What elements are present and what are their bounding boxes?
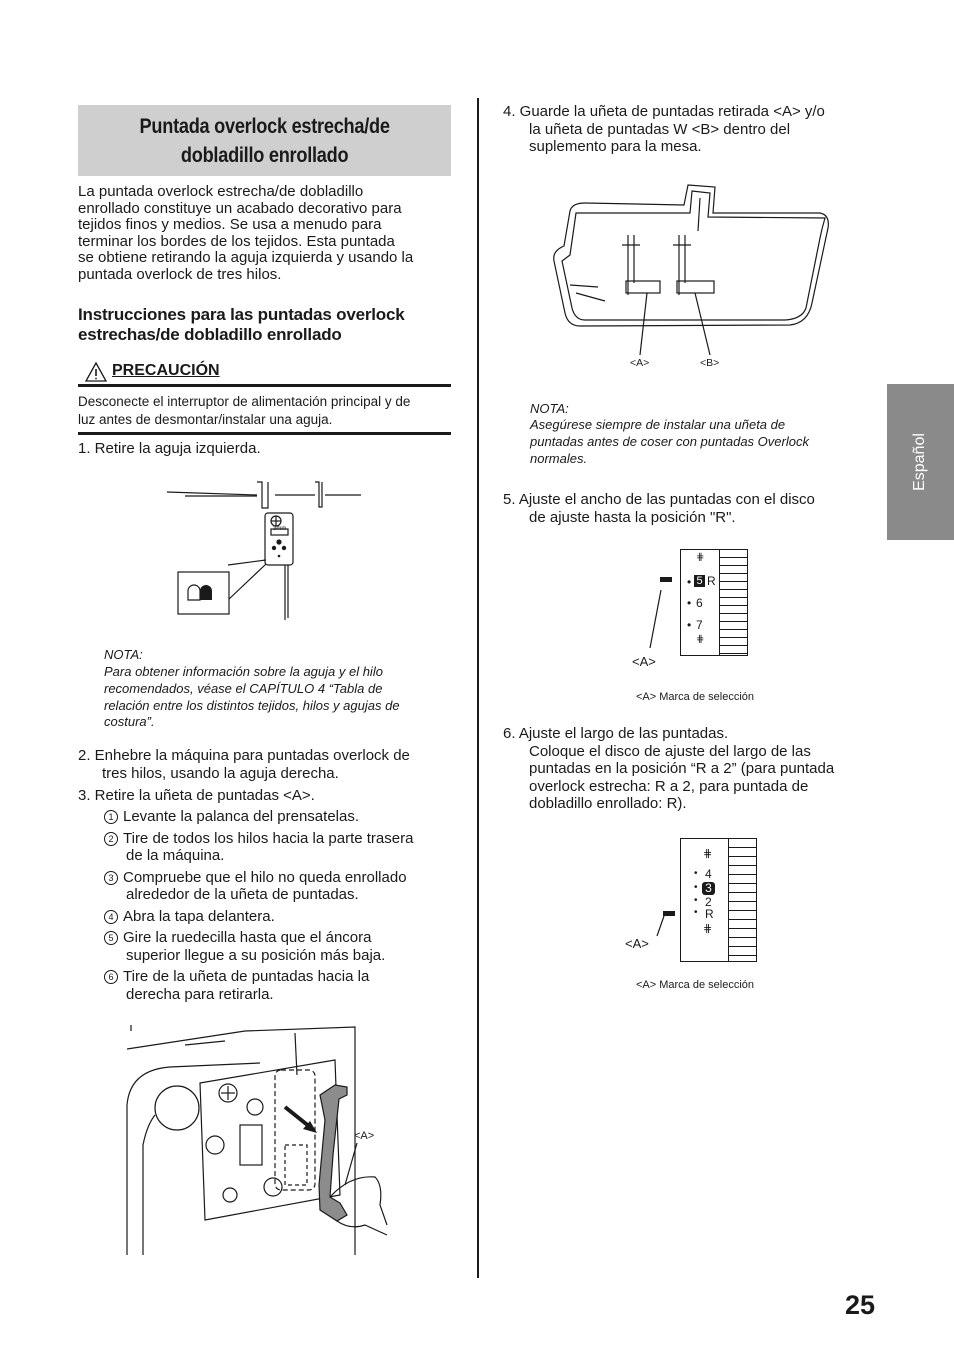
note-text (530, 417, 870, 467)
dial-ridges (720, 550, 747, 655)
dial-dot: • (687, 596, 692, 610)
dial-ridges (729, 839, 756, 961)
intro-paragraph (78, 184, 458, 283)
step-line: 5. Ajuste el ancho de las puntadas con el disco (503, 491, 815, 508)
dial-dot: • (694, 882, 698, 893)
title-line-2: dobladillo enrollado (180, 143, 349, 167)
step-line: 6. Ajuste el largo de las puntadas. (503, 725, 729, 742)
note-line: Asegúrese siempre de instalar una uñeta de (530, 417, 786, 432)
step-5 (503, 491, 883, 526)
substep-text: Gire la ruedecilla hasta que el áncora (123, 929, 372, 946)
caution-line: luz antes de desmontar/instalar una aguja. (78, 412, 333, 427)
substep-text: Compruebe que el hilo no queda enrollado (123, 868, 407, 886)
dial-number-4: 4 (705, 867, 712, 881)
dial-dot: • (687, 575, 692, 589)
step-line: de ajuste hasta la posición "R". (529, 508, 736, 526)
selection-label-a: <A> (625, 936, 649, 951)
dial-dot: • (687, 618, 692, 632)
note-line: normales. (530, 450, 588, 466)
caption-selection-mark: <A> Marca de selección (636, 979, 755, 991)
looper-storage-illustration (550, 183, 835, 333)
figure-label-a: <A> (630, 357, 650, 369)
step-line: 4. Guarde la uñeta de puntadas retirada <A> y/o (503, 103, 825, 120)
dial-dot: • (694, 895, 698, 906)
note-text (104, 664, 464, 731)
long-stitch-icon: ⋕ (703, 848, 713, 860)
substep-text: alrededor de la uñeta de puntadas. (126, 886, 359, 903)
short-stitch-icon: ⋕ (703, 923, 713, 935)
heading-line: estrechas/de dobladillo enrollado (78, 324, 342, 344)
dial-number-5: 5 (694, 575, 705, 587)
step-line: dobladillo enrollado: R). (529, 795, 687, 812)
section-title (78, 105, 451, 176)
caption-selection-mark: <A> Marca de selección (636, 691, 755, 703)
selection-mark (660, 577, 672, 582)
substep-3 (104, 869, 464, 887)
instructions-heading (78, 305, 468, 344)
step-1: 1. Retire la aguja izquierda. (78, 440, 261, 457)
step-line: tres hilos, usando la aguja derecha. (102, 764, 339, 782)
dial-dot: • (694, 868, 698, 879)
note-line: puntadas antes de coser con puntadas Overlock (530, 433, 809, 449)
note-label: NOTA: (104, 647, 143, 662)
step-line: overlock estrecha: R a 2, para puntada de (529, 777, 809, 795)
caution-line: Desconecte el interruptor de alimentación principal y de (78, 394, 411, 409)
intro-line: La puntada overlock estrecha/de dobladillo (78, 183, 364, 200)
page-number: 25 (845, 1290, 876, 1320)
selection-pointer-line (648, 590, 668, 650)
figure-label-a: <A> (354, 1130, 375, 1142)
substep-1 (104, 808, 464, 826)
dial-number-2: 2 (705, 895, 712, 909)
substep-text: Abra la tapa delantera. (123, 907, 275, 925)
substep-text: derecha para retirarla. (126, 985, 274, 1003)
title-line-1: Puntada overlock estrecha/de (139, 114, 390, 138)
intro-line: tejidos finos y medios. Se usa a menudo para (78, 216, 382, 233)
step-2 (78, 747, 468, 782)
intro-line: puntada overlock de tres hilos. (78, 265, 282, 283)
caution-text (78, 393, 458, 429)
substep-5 (104, 929, 464, 947)
selection-pointer-line (652, 916, 672, 940)
circled-number: 2 (104, 832, 118, 846)
dial-letter-r: R (707, 574, 716, 588)
circled-number: 6 (104, 970, 118, 984)
intro-line: se obtiene retirando la aguja izquierda y usando la (78, 249, 414, 266)
looper-removal-illustration (125, 1025, 390, 1255)
warning-triangle-icon (85, 362, 107, 382)
substep-text: Tire de todos los hilos hacia la parte trasera (123, 829, 414, 847)
needle-size-badge: 3mm (273, 526, 287, 532)
wide-stitch-icon: ⋕ (696, 552, 705, 563)
substeps-list (104, 808, 464, 1003)
dial-number-6: 6 (696, 596, 703, 610)
step-line: la uñeta de puntadas W <B> dentro del (529, 120, 791, 138)
substep-2 (104, 830, 464, 848)
substep-4 (104, 908, 464, 926)
language-tab-text: Español (911, 433, 929, 491)
note-line: recomendados, véase el CAPÍTULO 4 “Tabla de (104, 680, 383, 696)
caution-rule-bottom (78, 432, 451, 435)
note-label: NOTA: (530, 401, 569, 416)
intro-line: enrollado constituye un acabado decorativo para (78, 199, 402, 217)
caution-label: PRECAUCIÓN (112, 362, 220, 379)
heading-line: Instrucciones para las puntadas overlock (78, 305, 405, 324)
dial-number-7: 7 (696, 618, 703, 632)
column-divider (477, 98, 479, 1278)
step-4 (503, 103, 883, 156)
dial-number-3: 3 (702, 882, 715, 895)
circled-number: 4 (104, 910, 118, 924)
step-line: suplemento para la mesa. (529, 138, 702, 155)
substep-text: de la máquina. (126, 847, 225, 864)
step-line: Coloque el disco de ajuste del largo de las (529, 742, 811, 760)
note-line: relación entre los distintos tejidos, hilos y agujas de (104, 697, 400, 713)
note-line: Para obtener información sobre la aguja y el hilo (104, 664, 383, 679)
figure-label-b: <B> (700, 357, 720, 369)
needle-removal-illustration (165, 480, 365, 625)
caution-rule-top (78, 384, 451, 387)
substep-text: Tire de la uñeta de puntadas hacia la (123, 968, 370, 985)
substep-6 (104, 968, 464, 986)
narrow-stitch-icon: ⋕ (696, 634, 705, 645)
dial-letter-r: R (705, 907, 714, 921)
dial-dot: • (694, 907, 698, 918)
step-line: 2. Enhebre la máquina para puntadas overlock de (78, 747, 410, 764)
step-3: 3. Retire la uñeta de puntadas <A>. (78, 787, 315, 804)
selection-label-a: <A> (632, 654, 656, 669)
substep-text: Levante la palanca del prensatelas. (123, 808, 360, 825)
stitch-width-dial (680, 549, 748, 656)
circled-number: 1 (104, 810, 118, 824)
substep-text: superior llegue a su posición más baja. (126, 946, 386, 964)
intro-line: terminar los bordes de los tejidos. Esta puntada (78, 232, 395, 250)
language-tab-label (905, 400, 935, 524)
step-6 (503, 725, 883, 813)
note-line: costura”. (104, 714, 155, 730)
circled-number: 5 (104, 931, 118, 945)
step-line: puntadas en la posición “R a 2” (para puntada (529, 760, 835, 777)
stitch-length-dial (680, 838, 757, 962)
circled-number: 3 (104, 871, 118, 885)
